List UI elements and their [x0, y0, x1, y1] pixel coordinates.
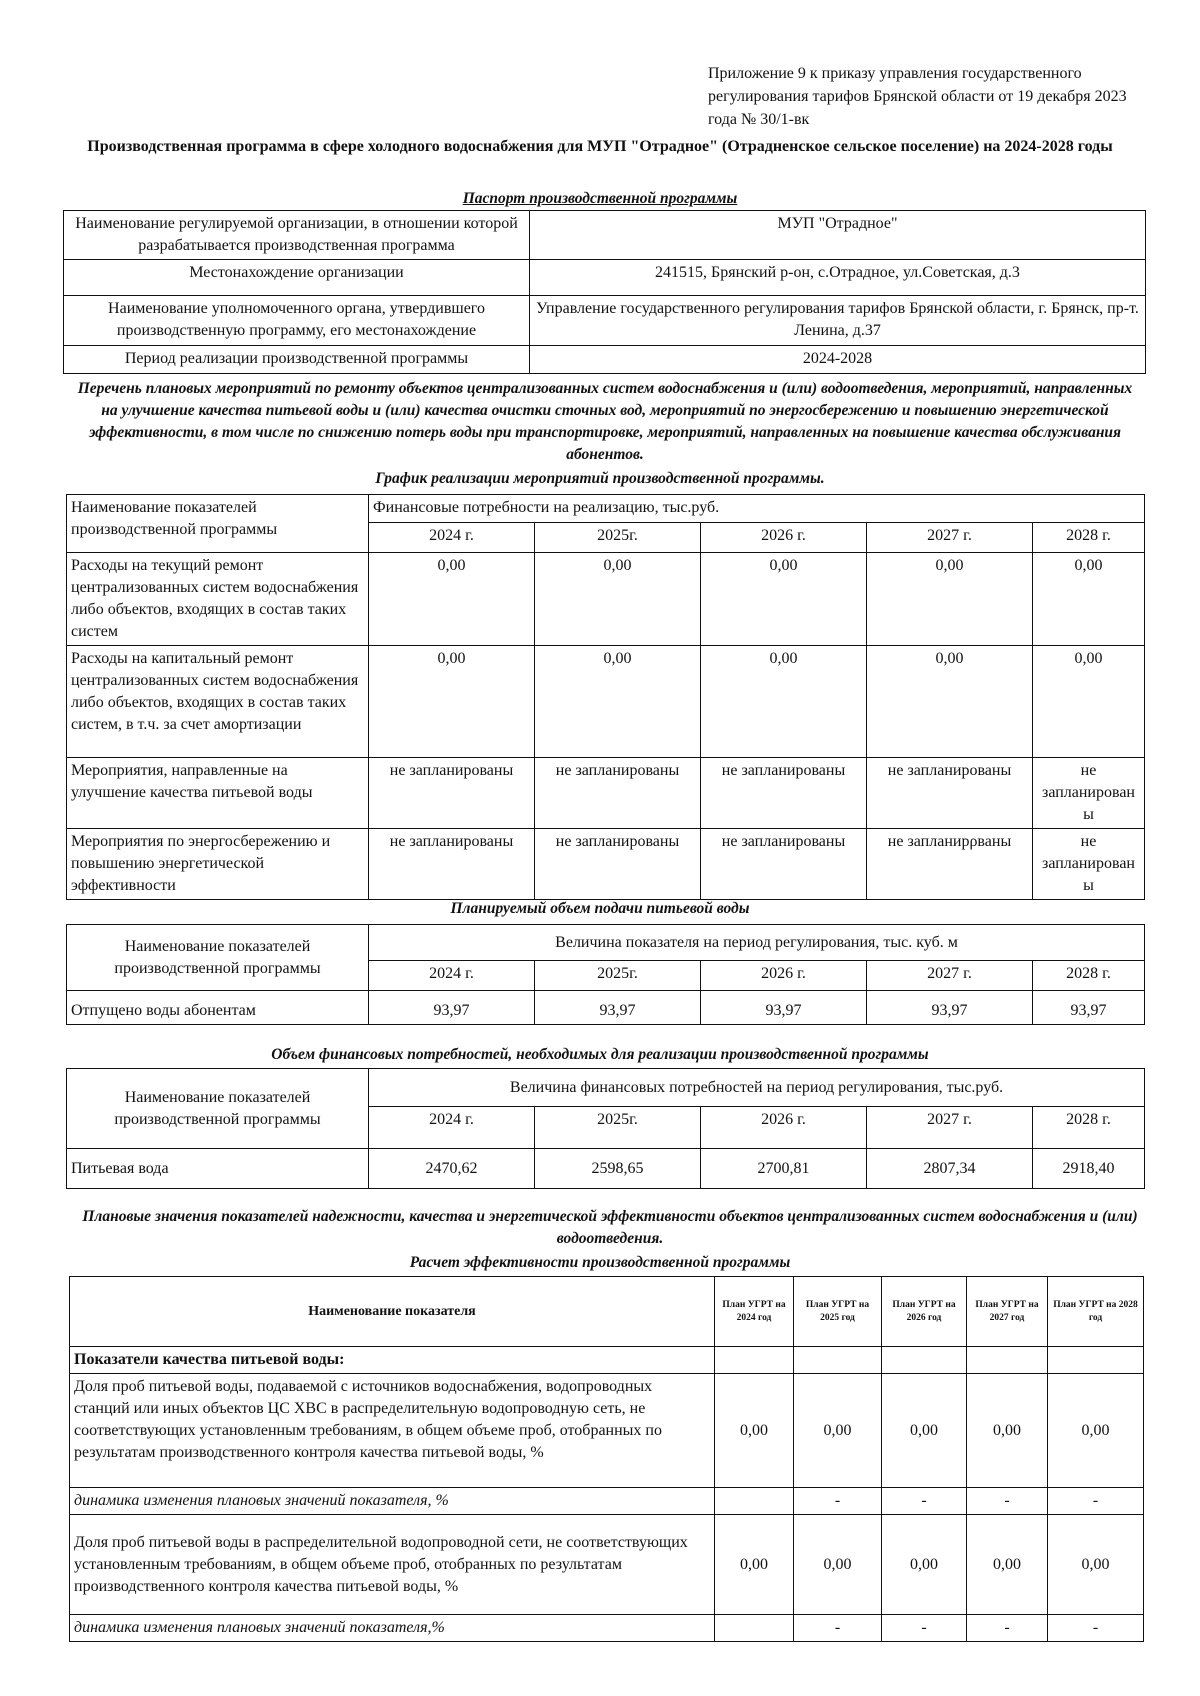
table-row — [64, 346, 1146, 374]
cell-value: не запланированы — [867, 758, 1033, 829]
year-header: 2025г. — [535, 523, 701, 553]
dynamics-value: - — [967, 1615, 1048, 1642]
cell-value: 93,97 — [535, 991, 701, 1025]
cell-value: 0,00 — [715, 1374, 794, 1488]
cell-value: 2598,65 — [535, 1149, 701, 1189]
passport-label: Местонахождение организации — [64, 260, 530, 296]
cell-value: 0,00 — [794, 1515, 882, 1615]
table-row — [67, 495, 1145, 523]
cell-value: не запланированы — [369, 829, 535, 900]
group-header: Финансовые потребности на реализацию, тыс.руб. — [369, 495, 1145, 523]
document-title: Производственная программа в сфере холодного водоснабжения для МУП "Отрадное" (Отрадненское сельское поселение) на 2024-2028 годы — [87, 138, 1113, 155]
passport-table — [63, 210, 1146, 374]
cell-value: 0,00 — [882, 1515, 967, 1615]
cell-value: 0,00 — [369, 553, 535, 646]
dynamics-label: динамика изменения плановых значений показателя,% — [70, 1615, 715, 1642]
year-header: 2027 г. — [867, 1107, 1033, 1149]
plan-header: План УГРТ на 2025 год — [794, 1277, 882, 1347]
table-row — [70, 1277, 1144, 1347]
indicators-table — [69, 1276, 1144, 1642]
cell-value: 0,00 — [715, 1515, 794, 1615]
cell-value: 0,00 — [535, 553, 701, 646]
table-row — [67, 1069, 1145, 1107]
table-row — [67, 991, 1145, 1025]
table-row — [67, 829, 1145, 900]
passport-value: Управление государственного регулирования тарифов Брянской области, г. Брянск, пр-т. Ленина, д.37 — [530, 296, 1146, 346]
cell-value: 0,00 — [967, 1515, 1048, 1615]
cell-value: не запланирρваны — [867, 829, 1033, 900]
group-label: Показатели качества питьевой воды: — [70, 1347, 715, 1374]
cell-value: не запланирован ы — [1033, 829, 1145, 900]
passport-title: Паспорт производственной программы — [462, 190, 738, 207]
cell-value: 93,97 — [1033, 991, 1145, 1025]
finance-table — [66, 1068, 1145, 1189]
table-row — [70, 1374, 1144, 1488]
cell-value: 0,00 — [867, 646, 1033, 758]
year-header: 2027 г. — [867, 523, 1033, 553]
dynamics-value: - — [882, 1488, 967, 1515]
measures-title: Перечень плановых мероприятий по ремонту объектов централизованных систем водоснабжения и (или) водоотведения, мероприятий, направленных на улучшение качества питьевой воды и (или) качества очистки сточных вод, мероприятий по энергосбережению и повышению энергетической эффективности, в том числе по снижению потерь воды при транспортировке, мероприятий, направленных на повышение качества обслуживания абонентов. — [77, 380, 1133, 463]
passport-value: 241515, Брянский р-он, с.Отрадное, ул.Советская, д.3 — [530, 260, 1146, 296]
cell-value: 0,00 — [369, 646, 535, 758]
dynamics-value: - — [882, 1615, 967, 1642]
row-label: Отпущено воды абонентам — [67, 991, 369, 1025]
cell-value: 93,97 — [369, 991, 535, 1025]
cell-value: 93,97 — [867, 991, 1033, 1025]
dynamics-value: - — [1048, 1615, 1144, 1642]
cell-value: 0,00 — [967, 1374, 1048, 1488]
cell-value: 2807,34 — [867, 1149, 1033, 1189]
plan-header: План УГРТ на 2028 год — [1048, 1277, 1144, 1347]
table-row — [70, 1615, 1144, 1642]
measures-table — [66, 494, 1145, 900]
cell-value: не запланированы — [535, 758, 701, 829]
row-label: Доля проб питьевой воды, подаваемой с источников водоснабжения, водопроводных станций или иных объектов ЦС ХВС в распределительную водопроводную сеть, не соответствующих установленным требованиям, в общем объеме проб, отобранных по результатам производственного контроля качества питьевой воды, % — [70, 1374, 715, 1488]
col-header: Наименование показателя — [70, 1277, 715, 1347]
cell-value: 0,00 — [1048, 1374, 1144, 1488]
year-header: 2024 г. — [369, 523, 535, 553]
table-row — [67, 553, 1145, 646]
row-label: Расходы на текущий ремонт централизованных систем водоснабжения либо объектов, входящих в состав таких систем — [67, 553, 369, 646]
year-header: 2024 г. — [369, 1107, 535, 1149]
passport-label: Наименование уполномоченного органа, утвердившего производственную программу, его местонахождение — [64, 296, 530, 346]
cell-value: не запланированы — [701, 758, 867, 829]
table-row — [64, 296, 1146, 346]
table-row — [67, 1149, 1145, 1189]
year-header: 2028 г. — [1033, 1107, 1145, 1149]
dynamics-label: динамика изменения плановых значений показателя, % — [70, 1488, 715, 1515]
row-label: Мероприятия, направленные на улучшение качества питьевой воды — [67, 758, 369, 829]
measures-subtitle: График реализации мероприятий производственной программы. — [375, 470, 825, 487]
cell-value: 93,97 — [701, 991, 867, 1025]
cell-value: не запланирован ы — [1033, 758, 1145, 829]
year-header: 2027 г. — [867, 961, 1033, 991]
table-row — [64, 211, 1146, 260]
plan-header: План УГРТ на 2024 год — [715, 1277, 794, 1347]
passport-label: Наименование регулируемой организации, в отношении которой разрабатывается производственная программа — [64, 211, 530, 260]
cell-value: 0,00 — [867, 553, 1033, 646]
cell-value: 0,00 — [1033, 646, 1145, 758]
table-row — [67, 646, 1145, 758]
dynamics-value: - — [794, 1488, 882, 1515]
dynamics-value: - — [967, 1488, 1048, 1515]
cell-value: не запланированы — [701, 829, 867, 900]
cell-value: 0,00 — [882, 1374, 967, 1488]
cell-value: 2918,40 — [1033, 1149, 1145, 1189]
year-header: 2028 г. — [1033, 961, 1145, 991]
year-header: 2028 г. — [1033, 523, 1145, 553]
cell-value: не запланированы — [369, 758, 535, 829]
indicators-title: Плановые значения показателей надежности, качества и энергетической эффективности объектов централизованных систем водоснабжения и (или) водоотведения. — [82, 1208, 1138, 1247]
cell-value: 0,00 — [1048, 1515, 1144, 1615]
year-header: 2026 г. — [701, 961, 867, 991]
table-row — [67, 925, 1145, 961]
volume-table — [66, 924, 1145, 1025]
cell-value: 0,00 — [1033, 553, 1145, 646]
dynamics-value: - — [1048, 1488, 1144, 1515]
indicators-subtitle: Расчет эффективности производственной программы — [409, 1254, 791, 1271]
col-header: Наименование показателей производственной программы — [67, 495, 369, 553]
group-header: Величина показателя на период регулирования, тыс. куб. м — [369, 925, 1145, 961]
row-label: Мероприятия по энергосбережению и повышению энергетической эффективности — [67, 829, 369, 900]
cell-value: 2470,62 — [369, 1149, 535, 1189]
finance-title: Объем финансовых потребностей, необходимых для реализации производственной программы — [271, 1046, 929, 1063]
col-header: Наименование показателей производственной программы — [67, 925, 369, 991]
year-header: 2025г. — [535, 1107, 701, 1149]
year-header: 2026 г. — [701, 523, 867, 553]
table-row — [67, 758, 1145, 829]
dynamics-value — [715, 1615, 794, 1642]
table-row — [70, 1488, 1144, 1515]
plan-header: План УГРТ на 2026 год — [882, 1277, 967, 1347]
passport-value: МУП "Отрадное" — [530, 211, 1146, 260]
row-label: Расходы на капитальный ремонт централизованных систем водоснабжения либо объектов, входящих в состав таких систем, в т.ч. за счет амортизации — [67, 646, 369, 758]
cell-value: 0,00 — [794, 1374, 882, 1488]
cell-value: 0,00 — [535, 646, 701, 758]
year-header: 2025г. — [535, 961, 701, 991]
cell-value: 0,00 — [701, 553, 867, 646]
row-label: Питьевая вода — [67, 1149, 369, 1189]
col-header: Наименование показателей производственной программы — [67, 1069, 369, 1149]
table-row — [70, 1515, 1144, 1615]
passport-label: Период реализации производственной программы — [64, 346, 530, 374]
cell-value: 0,00 — [701, 646, 867, 758]
row-label: Доля проб питьевой воды в распределительной водопроводной сети, не соответствующих установленным требованиям, в общем объеме проб, отобранных по результатам производственного контроля качества питьевой воды, % — [70, 1515, 715, 1615]
cell-value: 2700,81 — [701, 1149, 867, 1189]
table-row — [64, 260, 1146, 296]
year-header: 2026 г. — [701, 1107, 867, 1149]
plan-header: План УГРТ на 2027 год — [967, 1277, 1048, 1347]
dynamics-value — [715, 1488, 794, 1515]
passport-value: 2024-2028 — [530, 346, 1146, 374]
year-header: 2024 г. — [369, 961, 535, 991]
cell-value: не запланированы — [535, 829, 701, 900]
dynamics-value: - — [794, 1615, 882, 1642]
table-row — [70, 1347, 1144, 1374]
appendix-note: Приложение 9 к приказу управления государственного регулирования тарифов Брянской области от 19 декабря 2023 года № 30/1-вк — [708, 65, 1127, 128]
volume-title: Планируемый объем подачи питьевой воды — [450, 900, 750, 917]
group-header: Величина финансовых потребностей на период регулирования, тыс.руб. — [369, 1069, 1145, 1107]
